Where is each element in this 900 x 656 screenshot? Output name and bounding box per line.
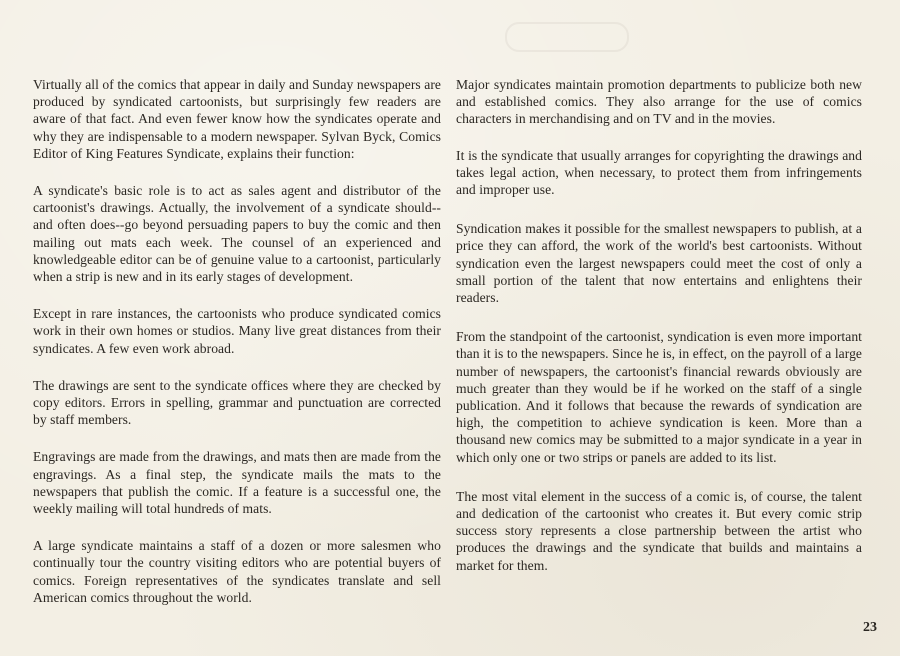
left-column: [33, 76, 441, 606]
show-through-stamp: [505, 22, 629, 52]
right-column: [456, 76, 862, 574]
right-paragraph-2: It is the syndicate that usually arranges for copyrighting the drawings and takes legal action, when necessary, to protect them from infringements and improper use.: [456, 147, 862, 198]
left-paragraph-6: A large syndicate maintains a staff of a dozen or more salesmen who continually tour the country visiting editors who are potential buyers of comics. Foreign representatives of the syndicates translate and sell American comics throughout the world.: [33, 538, 441, 605]
right-paragraph-1: Major syndicates maintain promotion departments to publicize both new and established comics. They also arrange for the use of comics characters in merchandising and on TV and in the movies.: [456, 77, 862, 127]
left-paragraph-2: A syndicate's basic role is to act as sales agent and distributor of the cartoonist's drawings. Actually, the involvement of a syndicate should--and often does--go beyond persuading papers to buy the comic and then mailing out mats each week. The counsel of an experienced and knowledgeable editor can be of genuine value to a cartoonist, particularly when a strip is new and in its early stages of development.: [33, 183, 441, 285]
right-paragraph-3: Syndication makes it possible for the smallest newspapers to publish, at a price they can afford, the work of the world's best cartoonists. Without syndication even the largest newspapers could meet the cost of only a small portion of the talent that now entertains and enlightens their readers.: [456, 221, 862, 306]
left-paragraph-4: The drawings are sent to the syndicate offices where they are checked by copy editors. Errors in spelling, grammar and punctuation are corrected by staff members.: [33, 377, 441, 428]
right-paragraph-4: From the standpoint of the cartoonist, syndication is even more important than it is to the newspapers. Since he is, in effect, on the payroll of a large number of newspapers, the cartoonist's financial rewards obviously are much greater than they would be if he worked on the staff of a single publication. And it follows that because the rewards of syndication are high, the competition to achieve syndication is keen. More than a thousand new comics may be submitted to a major syndicate in a year in which only one or two strips or panels are added to its list.: [456, 329, 862, 465]
left-paragraph-1: Virtually all of the comics that appear in daily and Sunday newspapers are produced by syndicated cartoonists, but surprisingly few readers are aware of that fact. And even fewer know how the syndicates operate and why they are indispensable to a modern newspaper. Sylvan Byck, Comics Editor of King Features Syndicate, explains their function:: [33, 77, 441, 161]
left-paragraph-5: Engravings are made from the drawings, and mats then are made from the engravings. As a final step, the syndicate mails the mats to the newspapers that publish the comic. If a feature is a successful one, the weekly mailing will total hundreds of mats.: [33, 449, 441, 517]
page-number: 23: [863, 620, 877, 635]
right-paragraph-5: The most vital element in the success of a comic is, of course, the talent and dedication of the cartoonist who creates it. But every comic strip success story represents a close partnership between the artist who produces the drawings and the syndicate that builds and maintains a market for them.: [456, 488, 862, 573]
left-paragraph-3: Except in rare instances, the cartoonists who produce syndicated comics work in their own homes or studios. Many live great distances from their syndicates. A few even work abroad.: [33, 306, 441, 356]
